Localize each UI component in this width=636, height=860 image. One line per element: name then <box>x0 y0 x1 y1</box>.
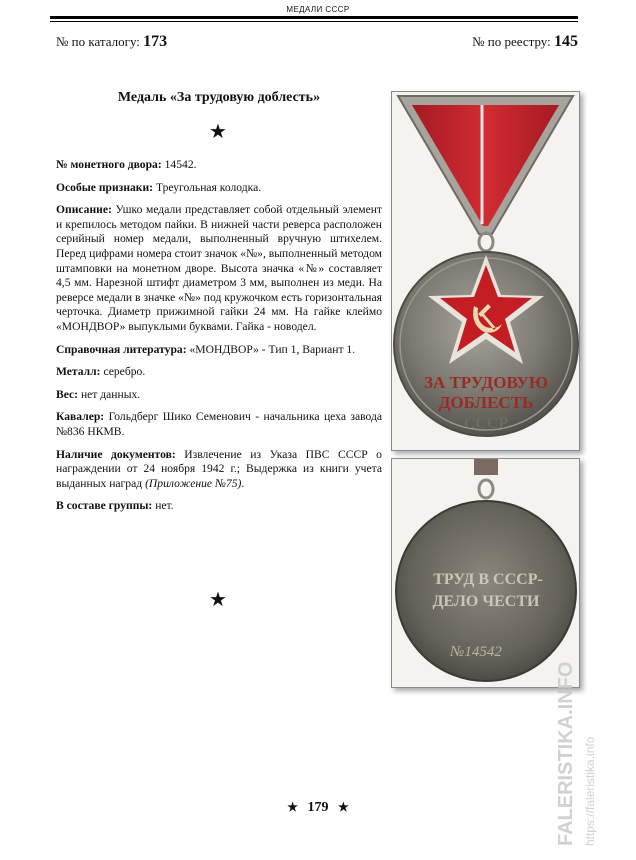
ribbon <box>412 105 559 226</box>
field-metal <box>56 365 382 380</box>
star-icon: ★ <box>338 800 349 814</box>
field-weight <box>56 388 382 403</box>
medal-title: Медаль «За трудовую доблесть» <box>117 90 321 105</box>
reverse-text-line2: ДЕЛО ЧЕСТИ <box>432 593 540 610</box>
star-icon: ★ <box>287 800 298 814</box>
suspension-ring <box>479 480 493 498</box>
field-recipient <box>56 410 382 439</box>
field-value: серебро. <box>103 365 146 379</box>
catalog-value: 173 <box>143 33 168 50</box>
registry-label: № по реестру: <box>472 34 551 49</box>
obverse-text-line1: ЗА ТРУДОВУЮ <box>423 373 549 392</box>
field-label: В составе группы: <box>56 499 153 513</box>
header-rule-thin <box>50 21 578 22</box>
field-label: Металл: <box>56 365 101 379</box>
obverse-text-line3: СССР <box>463 415 509 432</box>
field-value: Гольдберг Шико Семенович - начальника цеха завода №836 НКМВ. <box>56 410 382 438</box>
field-value: Треугольная колодка. <box>155 180 262 194</box>
field-label: № монетного двора: <box>56 158 162 171</box>
field-mint-number <box>56 158 382 173</box>
page-number: 179 <box>307 800 329 815</box>
suspension-ring <box>479 233 493 251</box>
field-value: Извлечение из Указа ПВС СССР о награждении от 24 ноября 1942 г.; Выдержка из книги учета выданных наград <box>56 447 382 490</box>
running-header: МЕДАЛИ СССР <box>286 5 350 14</box>
field-literature <box>56 343 382 358</box>
field-label: Справочная литература: <box>56 342 187 356</box>
appendix-reference: (Приложение №75) <box>145 476 242 490</box>
star-icon: ★ <box>209 121 227 143</box>
medal-obverse-photo <box>391 91 580 451</box>
field-label: Вес: <box>56 387 79 401</box>
catalog-label: № по каталогу: <box>56 34 140 49</box>
registry-number <box>472 33 578 51</box>
page-footer <box>0 800 636 816</box>
field-label: Описание: <box>56 203 112 217</box>
watermark-url: https://faleristika.info <box>583 736 597 846</box>
serial-number: №14542 <box>450 644 502 660</box>
watermark-logo: FALERISTIKA.INFO <box>555 661 577 846</box>
field-value: 14542. <box>164 158 197 171</box>
field-label: Наличие документов: <box>56 447 176 461</box>
registry-value: 145 <box>554 33 578 50</box>
field-value: нет. <box>155 499 174 513</box>
field-description <box>56 203 382 334</box>
header-rule <box>50 16 578 19</box>
field-label: Особые признаки: <box>56 180 154 194</box>
field-group <box>56 499 382 514</box>
field-documents: Наличие документов: Извлечение из Указа ПВС СССР о награждении от 24 ноября 1942 г.; Выдержка из книги учета выданных наград (Приложение №75). <box>56 447 382 490</box>
star-icon: ★ <box>209 589 227 611</box>
catalog-number <box>56 33 167 51</box>
field-features <box>56 181 382 196</box>
field-label: Кавалер: <box>56 410 105 424</box>
reverse-text-line1: ТРУД В СССР- <box>433 571 543 588</box>
obverse-text-line2: ДОБЛЕСТЬ <box>438 393 534 412</box>
field-value: «МОНДВОР» - Тип 1, Вариант 1. <box>189 342 356 356</box>
field-value: нет данных. <box>80 387 141 401</box>
medal-description <box>56 158 382 522</box>
field-value: Ушко медали представляет собой отдельный элемент и крепилось методом пайки. В нижней части реверса расположен серийный номер медали, выполненный вручную штихелем. Перед цифрами номера стоит значок «№», выполненный методом штамповки на монетном дворе. Высота значка «№» составляет 4,5 мм. Нарезной штифт диаметром 3 мм, выполнен из меди. На реверсе медали в значке «№» под кружочком есть горизонтальная черточка. Диаметр прижимной гайки 24 мм. На гайке клеймо «МОНДВОР» выпуклыми буквами. Гайка - новодел. <box>56 203 382 333</box>
